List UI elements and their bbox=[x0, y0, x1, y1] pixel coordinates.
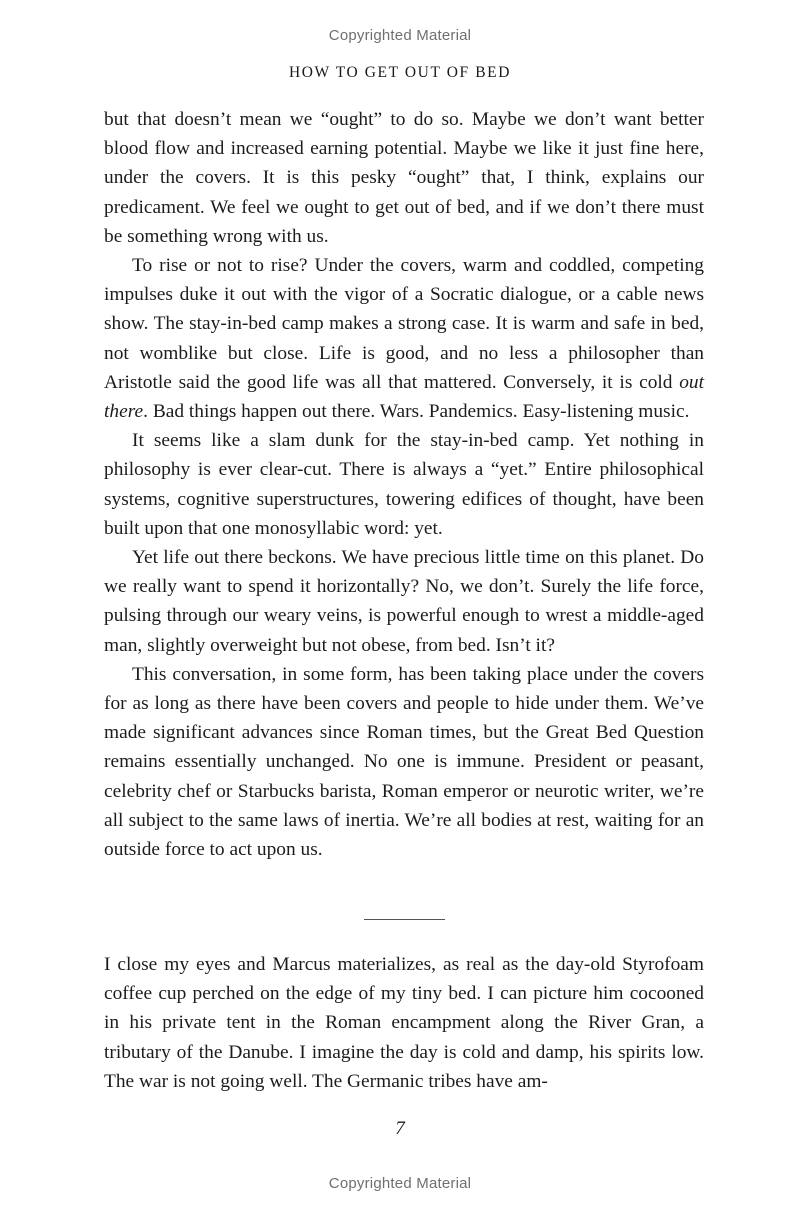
paragraph-4: Yet life out there beckons. We have precious little time on this planet. Do we really want to spend it horizontally? No, we don’t. Surely the life force, pulsing through our weary veins, is powerful enough to wrest a middle-aged man, slightly overweight but not obese, from bed. Isn’t it? bbox=[104, 547, 704, 656]
paragraph-2-emphasis: out there bbox=[104, 371, 704, 423]
section-break-rule bbox=[364, 919, 445, 920]
paragraph-3: It seems like a slam dunk for the stay-in-bed camp. Yet nothing in philosophy is ever clear-cut. There is always a “yet.” Entire philosophical systems, cognitive superstructures, towering edifices of thought, have been built upon that one monosyllabic word: yet. bbox=[104, 430, 704, 539]
copyright-watermark-top: Copyrighted Material bbox=[328, 27, 472, 44]
paragraph-6: I close my eyes and Marcus materializes, as real as the day-old Styrofoam coffee cup perched on the edge of my tiny bed. I can picture him cocooned in his private tent in the Roman encampment along the River Gran, a tributary of the Danube. I imagine the day is cold and damp, his spirits low. The war is not going well. The Germanic tribes have am- bbox=[104, 954, 704, 1092]
body-text-upper bbox=[104, 105, 704, 864]
paragraph-1: but that doesn’t mean we “ought” to do so. Maybe we don’t want better blood flow and increased earning potential. Maybe we like it just fine here, under the covers. It is this pesky “ought” that, I think, explains our predicament. We feel we ought to get out of bed, and if we don’t there must be something wrong with us. bbox=[104, 109, 704, 247]
paragraph-2 bbox=[104, 251, 704, 426]
page-number: 7 bbox=[395, 1118, 405, 1139]
body-text-lower bbox=[104, 950, 704, 1096]
paragraph-5: This conversation, in some form, has been taking place under the covers for as long as there have been covers and people to hide under them. We’ve made significant advances since Roman times, but the Great Bed Question remains essentially unchanged. No one is immune. President or peasant, celebrity chef or Starbucks barista, Roman emperor or neurotic writer, we’re all subject to the same laws of inertia. We’re all bodies at rest, waiting for an outside force to act upon us. bbox=[104, 663, 704, 861]
paragraph-2-text-b: . Bad things happen out there. Wars. Pandemics. Easy-listening music. bbox=[143, 401, 690, 423]
running-head: HOW TO GET OUT OF BED bbox=[288, 64, 512, 81]
paragraph-2-text-a: To rise or not to rise? Under the covers, warm and coddled, competing impulses duke it out with the vigor of a Socratic dialogue, or a cable news show. The stay-in-bed camp makes a strong case. It is warm and safe in bed, not womblike but close. Life is good, and no less a philosopher than Aristotle said the good life was all that mattered. Conversely, it is cold bbox=[104, 255, 704, 393]
copyright-watermark-bottom: Copyrighted Material bbox=[328, 1175, 472, 1192]
